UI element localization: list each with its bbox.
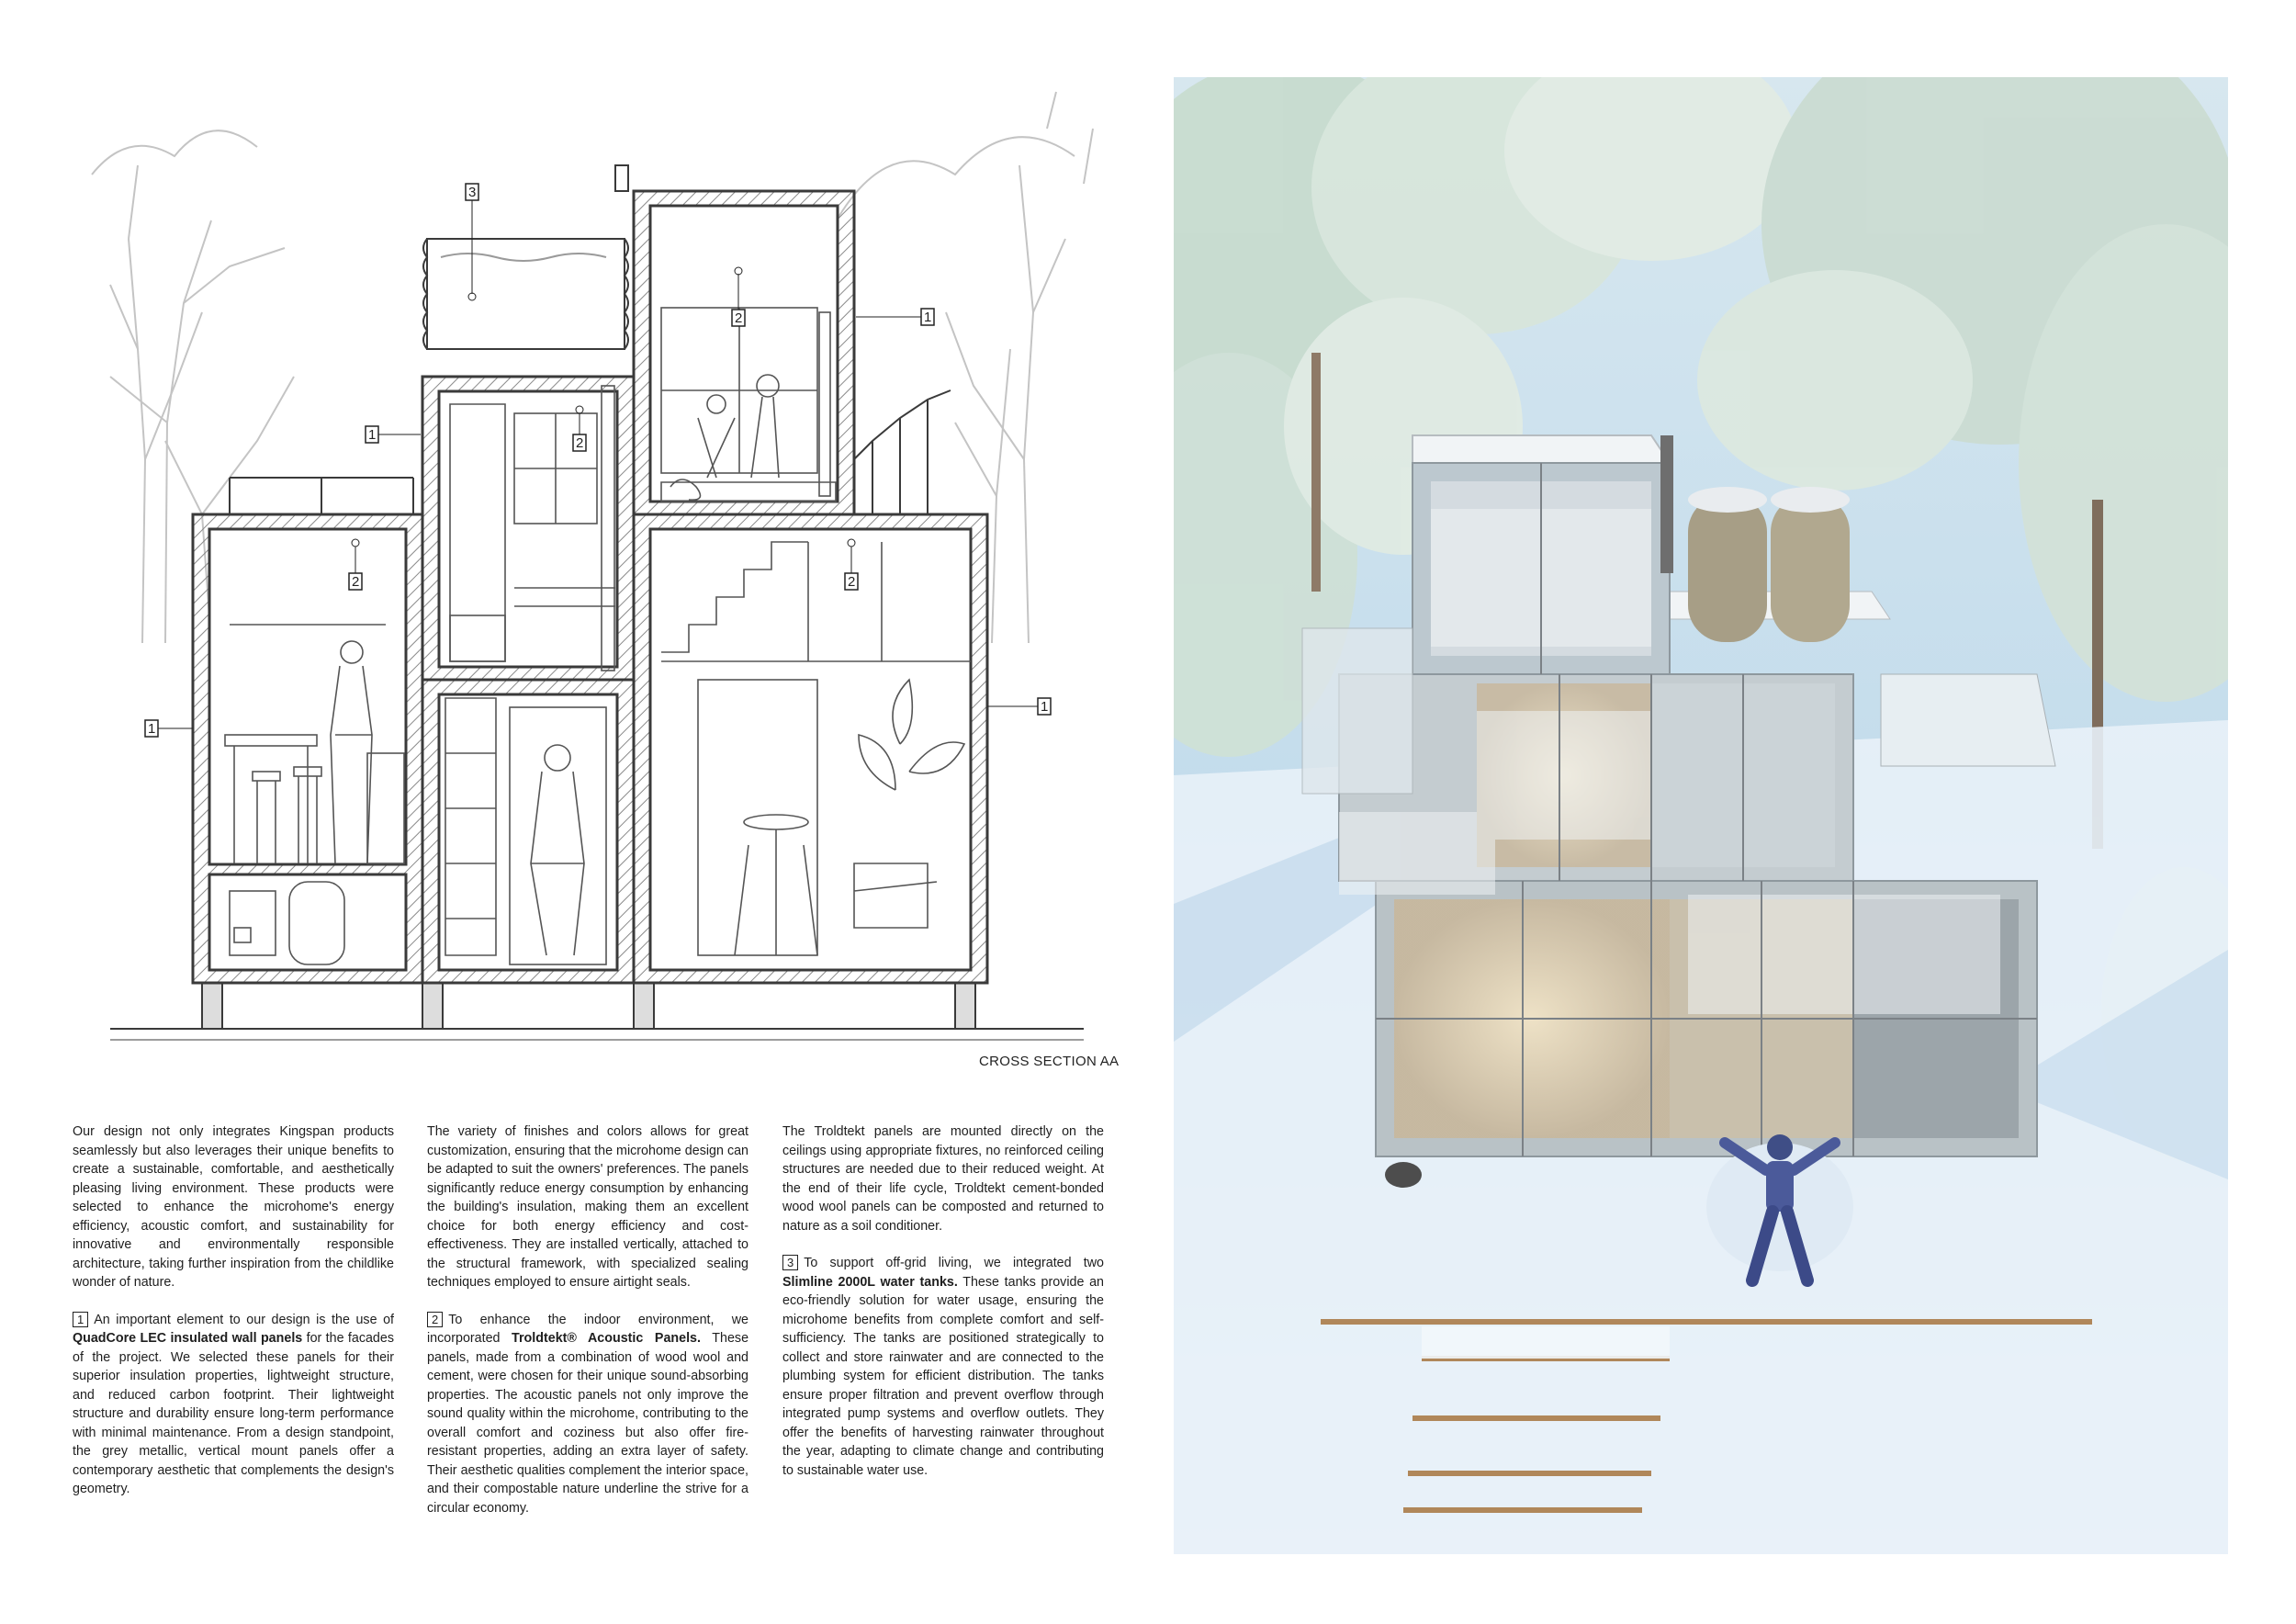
svg-text:1: 1 [1041, 699, 1049, 715]
callout-1-right-lower [987, 698, 1051, 715]
svg-text:2: 2 [848, 574, 856, 590]
callout-number-2: 2 [427, 1312, 443, 1327]
paragraph-troldtekt: 2 To enhance the indoor environment, we incorporated Troldtekt® Acoustic Panels. These panels, made from a combination of wood wool and cement, were chosen for their unique sound-absorbing properties. The acoustic panels not only improve the sound quality within the microhome, contributing to the overall comfort and coziness but also offer fire-resistant properties, adding an extra layer of safety. Their aesthetic qualities complement the interior space, and their compostable nature underline the strive for a circular economy. [427, 1312, 749, 1516]
paragraph: Our design not only integrates Kingspan products seamlessly but also leverages their unique benefits to create a sustainable, comfortable, and aesthetically pleasing living environment. These products were selected to enhance the microhome's energy efficiency, acoustic comfort, and sustainability for innovative and environmentally responsible architecture, taking further inspiration from the childlike wonder of nature. [73, 1124, 394, 1290]
svg-text:2: 2 [576, 435, 584, 451]
callout-1-right-upper [856, 309, 934, 325]
svg-text:2: 2 [735, 310, 743, 326]
svg-text:3: 3 [468, 185, 477, 200]
product-name: QuadCore LEC insulated wall panels [73, 1331, 303, 1346]
chimney [615, 165, 628, 191]
callout-number-3: 3 [782, 1255, 798, 1270]
svg-text:2: 2 [352, 574, 360, 590]
paragraph-water-tanks: 3 To support off-grid living, we integrated two Slimline 2000L water tanks. These tanks provide an eco-friendly solution for water usage, ensuring the microhome benefits from complete comfort and self-sufficiency. The tanks are positioned strategically to collect and store rainwater and are connected to the plumbing system for efficient distribution. The tanks ensure proper filtration and prevent overflow through integrated pump systems and overflow outlets. They offer the benefits of harvesting rainwater throughout the year, adapting to climate change and contributing to sustainable water use. [782, 1256, 1104, 1478]
cross-section-drawing [73, 73, 1102, 1047]
paragraph: The Troldtekt panels are mounted directly on the ceilings using appropriate fixtures, no reinforced ceiling structures are needed due to their reduced weight. At the end of their life cycle, Troldtekt cement-bonded wood wool panels can be composted and returned to nature as a soil conditioner. [782, 1124, 1104, 1234]
water-tanks [423, 239, 628, 349]
tree-stump [1385, 1162, 1422, 1188]
product-name: Slimline 2000L water tanks. [782, 1274, 958, 1290]
svg-text:1: 1 [148, 721, 156, 737]
callout-1-left [145, 720, 193, 737]
svg-text:1: 1 [368, 427, 377, 443]
paragraph-kingspan: 1 An important element to our design is the use of QuadCore LEC insulated wall panels for the facades of the project. We selected these panels for their superior insulation properties, lightweight structure, and reduced carbon footprint. Their lightweight structure and durability ensure long-term performance with minimal maintenance. From a design standpoint, the grey metallic, vertical mount panels offer a contemporary aesthetic that complements the design's geometry. [73, 1312, 394, 1496]
text-column-3 [782, 1122, 1104, 1498]
product-name: Troldtekt® Acoustic Panels. [512, 1331, 701, 1346]
paragraph: The variety of finishes and colors allows for great customization, ensuring that the microhome design can be adapted to suit the owners' preferences. The panels significantly reduce energy consumption by enhancing the building's insulation, making them an excellent choice for both energy efficiency and cost-effectiveness. They are installed vertically, attached to the structural framework, with specialized sealing techniques employed to ensure airtight seals. [427, 1124, 748, 1290]
exterior-render-image [1174, 77, 2228, 1554]
support-posts [202, 983, 975, 1029]
callout-1-middle [366, 426, 421, 443]
text-column-1 [73, 1122, 394, 1517]
drawing-caption: CROSS SECTION AA [979, 1054, 1120, 1069]
svg-text:1: 1 [924, 310, 932, 325]
callout-number-1: 1 [73, 1312, 88, 1327]
text-column-2 [427, 1122, 748, 1536]
